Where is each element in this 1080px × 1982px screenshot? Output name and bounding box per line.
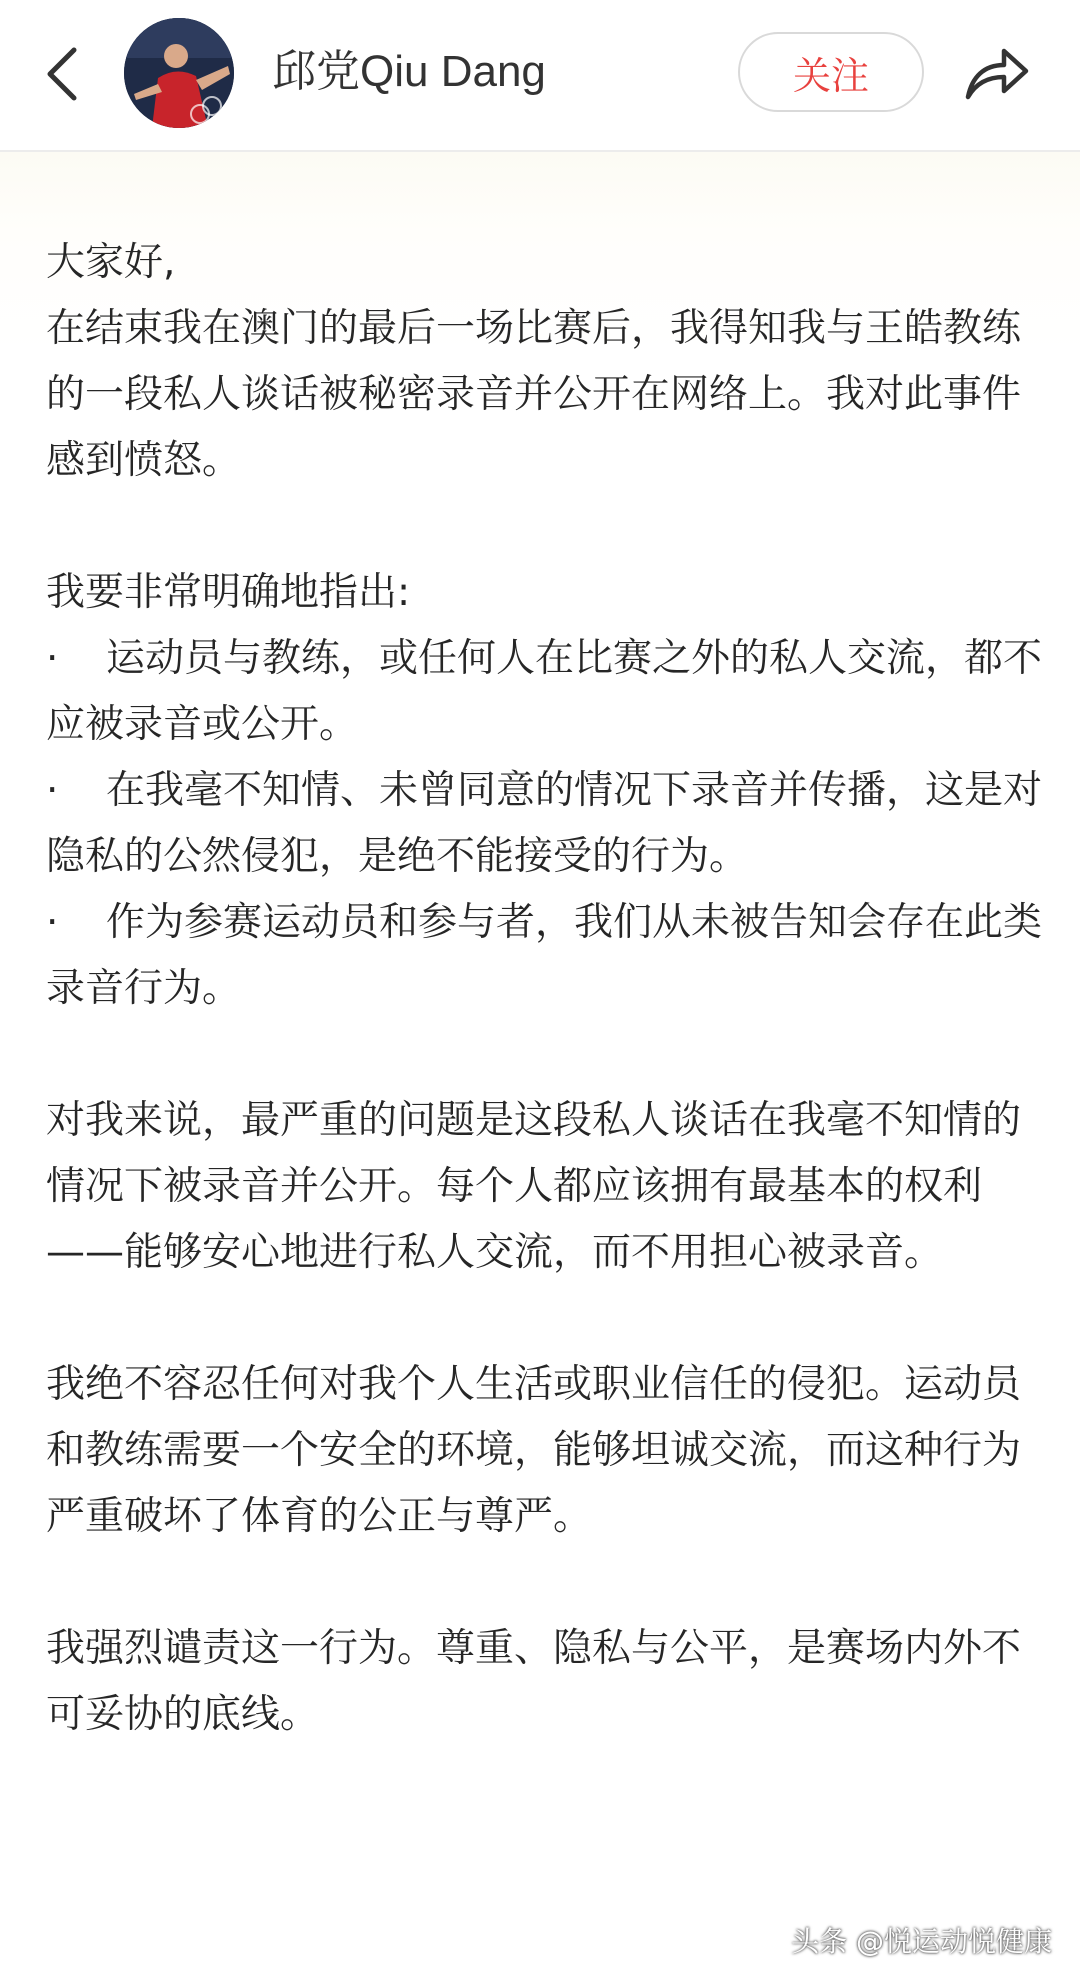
bullet-3-text: 作为参赛运动员和参与者，我们从未被告知会存在此类录音行为。	[46, 900, 1043, 1011]
paragraph-5: 我强烈谴责这一行为。尊重、隐私与公平，是赛场内外不可妥协的底线。	[46, 1626, 1022, 1737]
bullet-icon: ·	[46, 768, 59, 813]
top-bar	[0, 0, 1080, 152]
bullet-1-text: 运动员与教练，或任何人在比赛之外的私人交流，都不应被录音或公开。	[46, 636, 1043, 747]
avatar[interactable]	[124, 18, 234, 128]
chevron-left-icon	[42, 44, 82, 104]
bullet-2-text: 在我毫不知情、未曾同意的情况下录音并传播，这是对隐私的公然侵犯，是绝不能接受的行为。	[46, 768, 1043, 879]
follow-button[interactable]: 关注	[738, 32, 924, 112]
watermark: 头条 @悦运动悦健康	[791, 1925, 1052, 1958]
list-item	[46, 626, 1046, 758]
paragraph-2-intro: 我要非常明确地指出:	[46, 570, 411, 615]
share-button[interactable]	[952, 36, 1042, 110]
paragraph-3: 对我来说，最严重的问题是这段私人谈话在我毫不知情的情况下被录音并公开。每个人都应该拥有最基本的权利——能够安心地进行私人交流，而不用担心被录音。	[46, 1098, 1022, 1275]
paragraph-4: 我绝不容忍任何对我个人生活或职业信任的侵犯。运动员和教练需要一个安全的环境，能够坦诚交流，而这种行为严重破坏了体育的公正与尊严。	[46, 1362, 1022, 1539]
bullet-icon: ·	[46, 636, 59, 681]
username[interactable]: 邱党Qiu Dang	[272, 47, 546, 96]
paragraph-1: 在结束我在澳门的最后一场比赛后，我得知我与王皓教练的一段私人谈话被秘密录音并公开在网络上。我对此事件感到愤怒。	[46, 306, 1022, 483]
avatar-image	[124, 18, 234, 128]
greeting: 大家好,	[46, 240, 176, 285]
back-button[interactable]	[30, 36, 94, 112]
share-icon	[962, 43, 1032, 103]
bullet-icon: ·	[46, 900, 59, 945]
post-text	[46, 230, 1046, 1748]
article-body	[0, 152, 1080, 1982]
list-item	[46, 890, 1046, 1022]
list-item	[46, 758, 1046, 890]
